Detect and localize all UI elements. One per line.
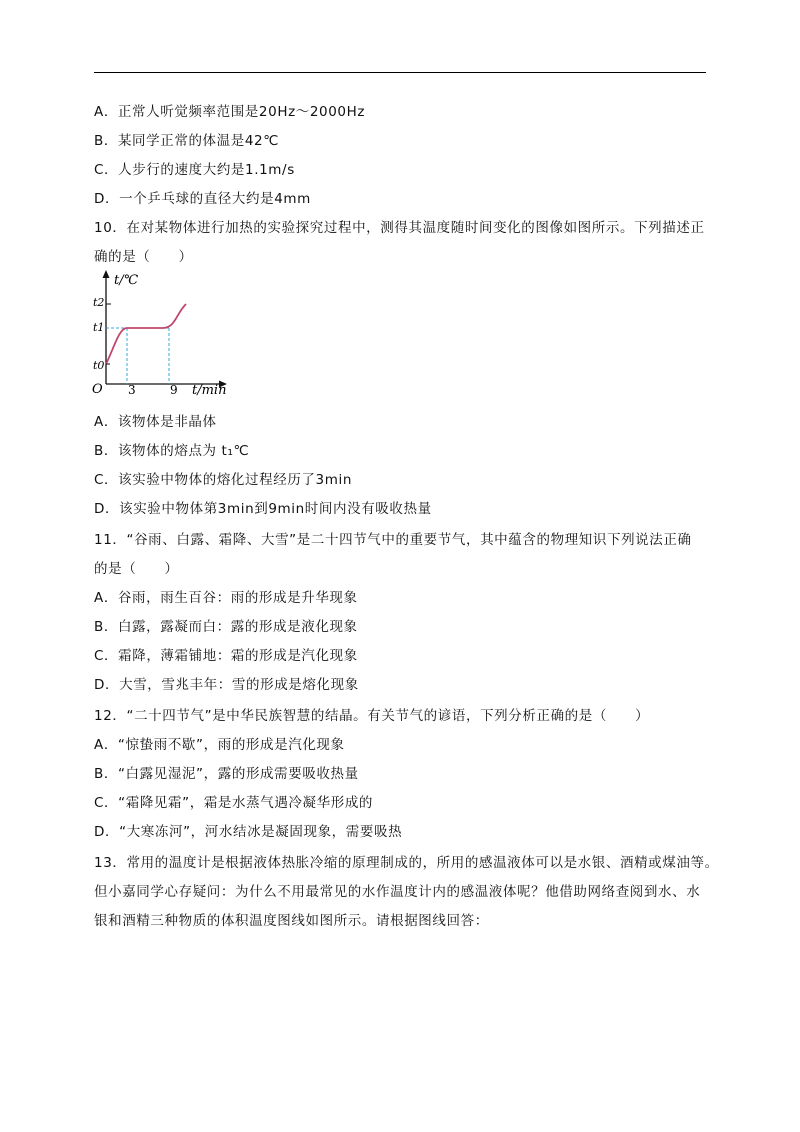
y-axis-label: t/℃ xyxy=(114,273,139,288)
header-rule xyxy=(94,72,706,73)
x-axis-label: t/min xyxy=(192,383,227,396)
y-tick-t0: t0 xyxy=(93,359,105,372)
q11-stem-line1: 11．“谷雨、白露、霜降、大雪”是二十四节气中的重要节气，其中蕴含的物理知识下列说法正确 xyxy=(94,532,692,548)
q9-option-a: A．正常人听觉频率范围是20Hz～2000Hz xyxy=(94,104,366,120)
x-tick-3: 3 xyxy=(128,383,136,396)
q9-option-b: B．某同学正常的体温是42℃ xyxy=(94,133,280,149)
q13-line1: 13．常用的温度计是根据液体热胀冷缩的原理制成的，所用的感温液体可以是水银、酒精或煤油等。 xyxy=(94,855,719,871)
origin-label: O xyxy=(92,382,103,396)
q13-line2: 但小嘉同学心存疑问：为什么不用最常见的水作温度计内的感温液体呢？他借助网络查阅到水、水 xyxy=(94,884,701,900)
q11-option-c: C．霜降，薄霜铺地：霜的形成是汽化现象 xyxy=(94,648,358,664)
q13-line3: 银和酒精三种物质的体积温度图线如图所示。请根据图线回答： xyxy=(94,913,489,929)
temperature-time-chart xyxy=(90,268,230,396)
y-axis-arrow xyxy=(103,270,110,278)
q11-option-a: A．谷雨，雨生百谷：雨的形成是升华现象 xyxy=(94,590,358,606)
temperature-curve xyxy=(106,304,186,364)
q9-option-c: C．人步行的速度大约是1.1m/s xyxy=(94,162,295,178)
q12-option-a: A．“惊蛰雨不歇”，雨的形成是汽化现象 xyxy=(94,737,345,753)
q10-stem-line2: 确的是（ ） xyxy=(94,249,193,265)
q10-option-a: A．该物体是非晶体 xyxy=(94,414,217,430)
q12-option-d: D．“大寒冻河”，河水结冰是凝固现象，需要吸热 xyxy=(94,824,403,840)
q12-stem: 12．“二十四节气”是中华民族智慧的结晶。有关节气的谚语，下列分析正确的是（ ） xyxy=(94,708,650,724)
q11-option-d: D．大雪，雪兆丰年：雪的形成是熔化现象 xyxy=(94,677,359,693)
q10-option-b: B．该物体的熔点为 t₁℃ xyxy=(94,443,250,459)
q12-option-c: C．“霜降见霜”，霜是水蒸气遇冷凝华形成的 xyxy=(94,795,374,811)
q10-stem-line1: 10．在对某物体进行加热的实验探究过程中，测得其温度随时间变化的图像如图所示。下列描述正 xyxy=(94,220,705,236)
q10-option-d: D．该实验中物体第3min到9min时间内没有吸收热量 xyxy=(94,501,432,517)
q11-stem-line2: 的是（ ） xyxy=(94,561,179,577)
x-tick-9: 9 xyxy=(170,383,178,396)
q12-option-b: B．“白露见湿泥”，露的形成需要吸收热量 xyxy=(94,766,359,782)
q9-option-d: D．一个乒乓球的直径大约是4mm xyxy=(94,191,311,207)
q11-option-b: B．白露，露凝而白：露的形成是液化现象 xyxy=(94,619,358,635)
y-tick-t1: t1 xyxy=(93,321,105,334)
q10-option-c: C．该实验中物体的熔化过程经历了3min xyxy=(94,472,352,488)
y-tick-t2: t2 xyxy=(93,296,105,309)
